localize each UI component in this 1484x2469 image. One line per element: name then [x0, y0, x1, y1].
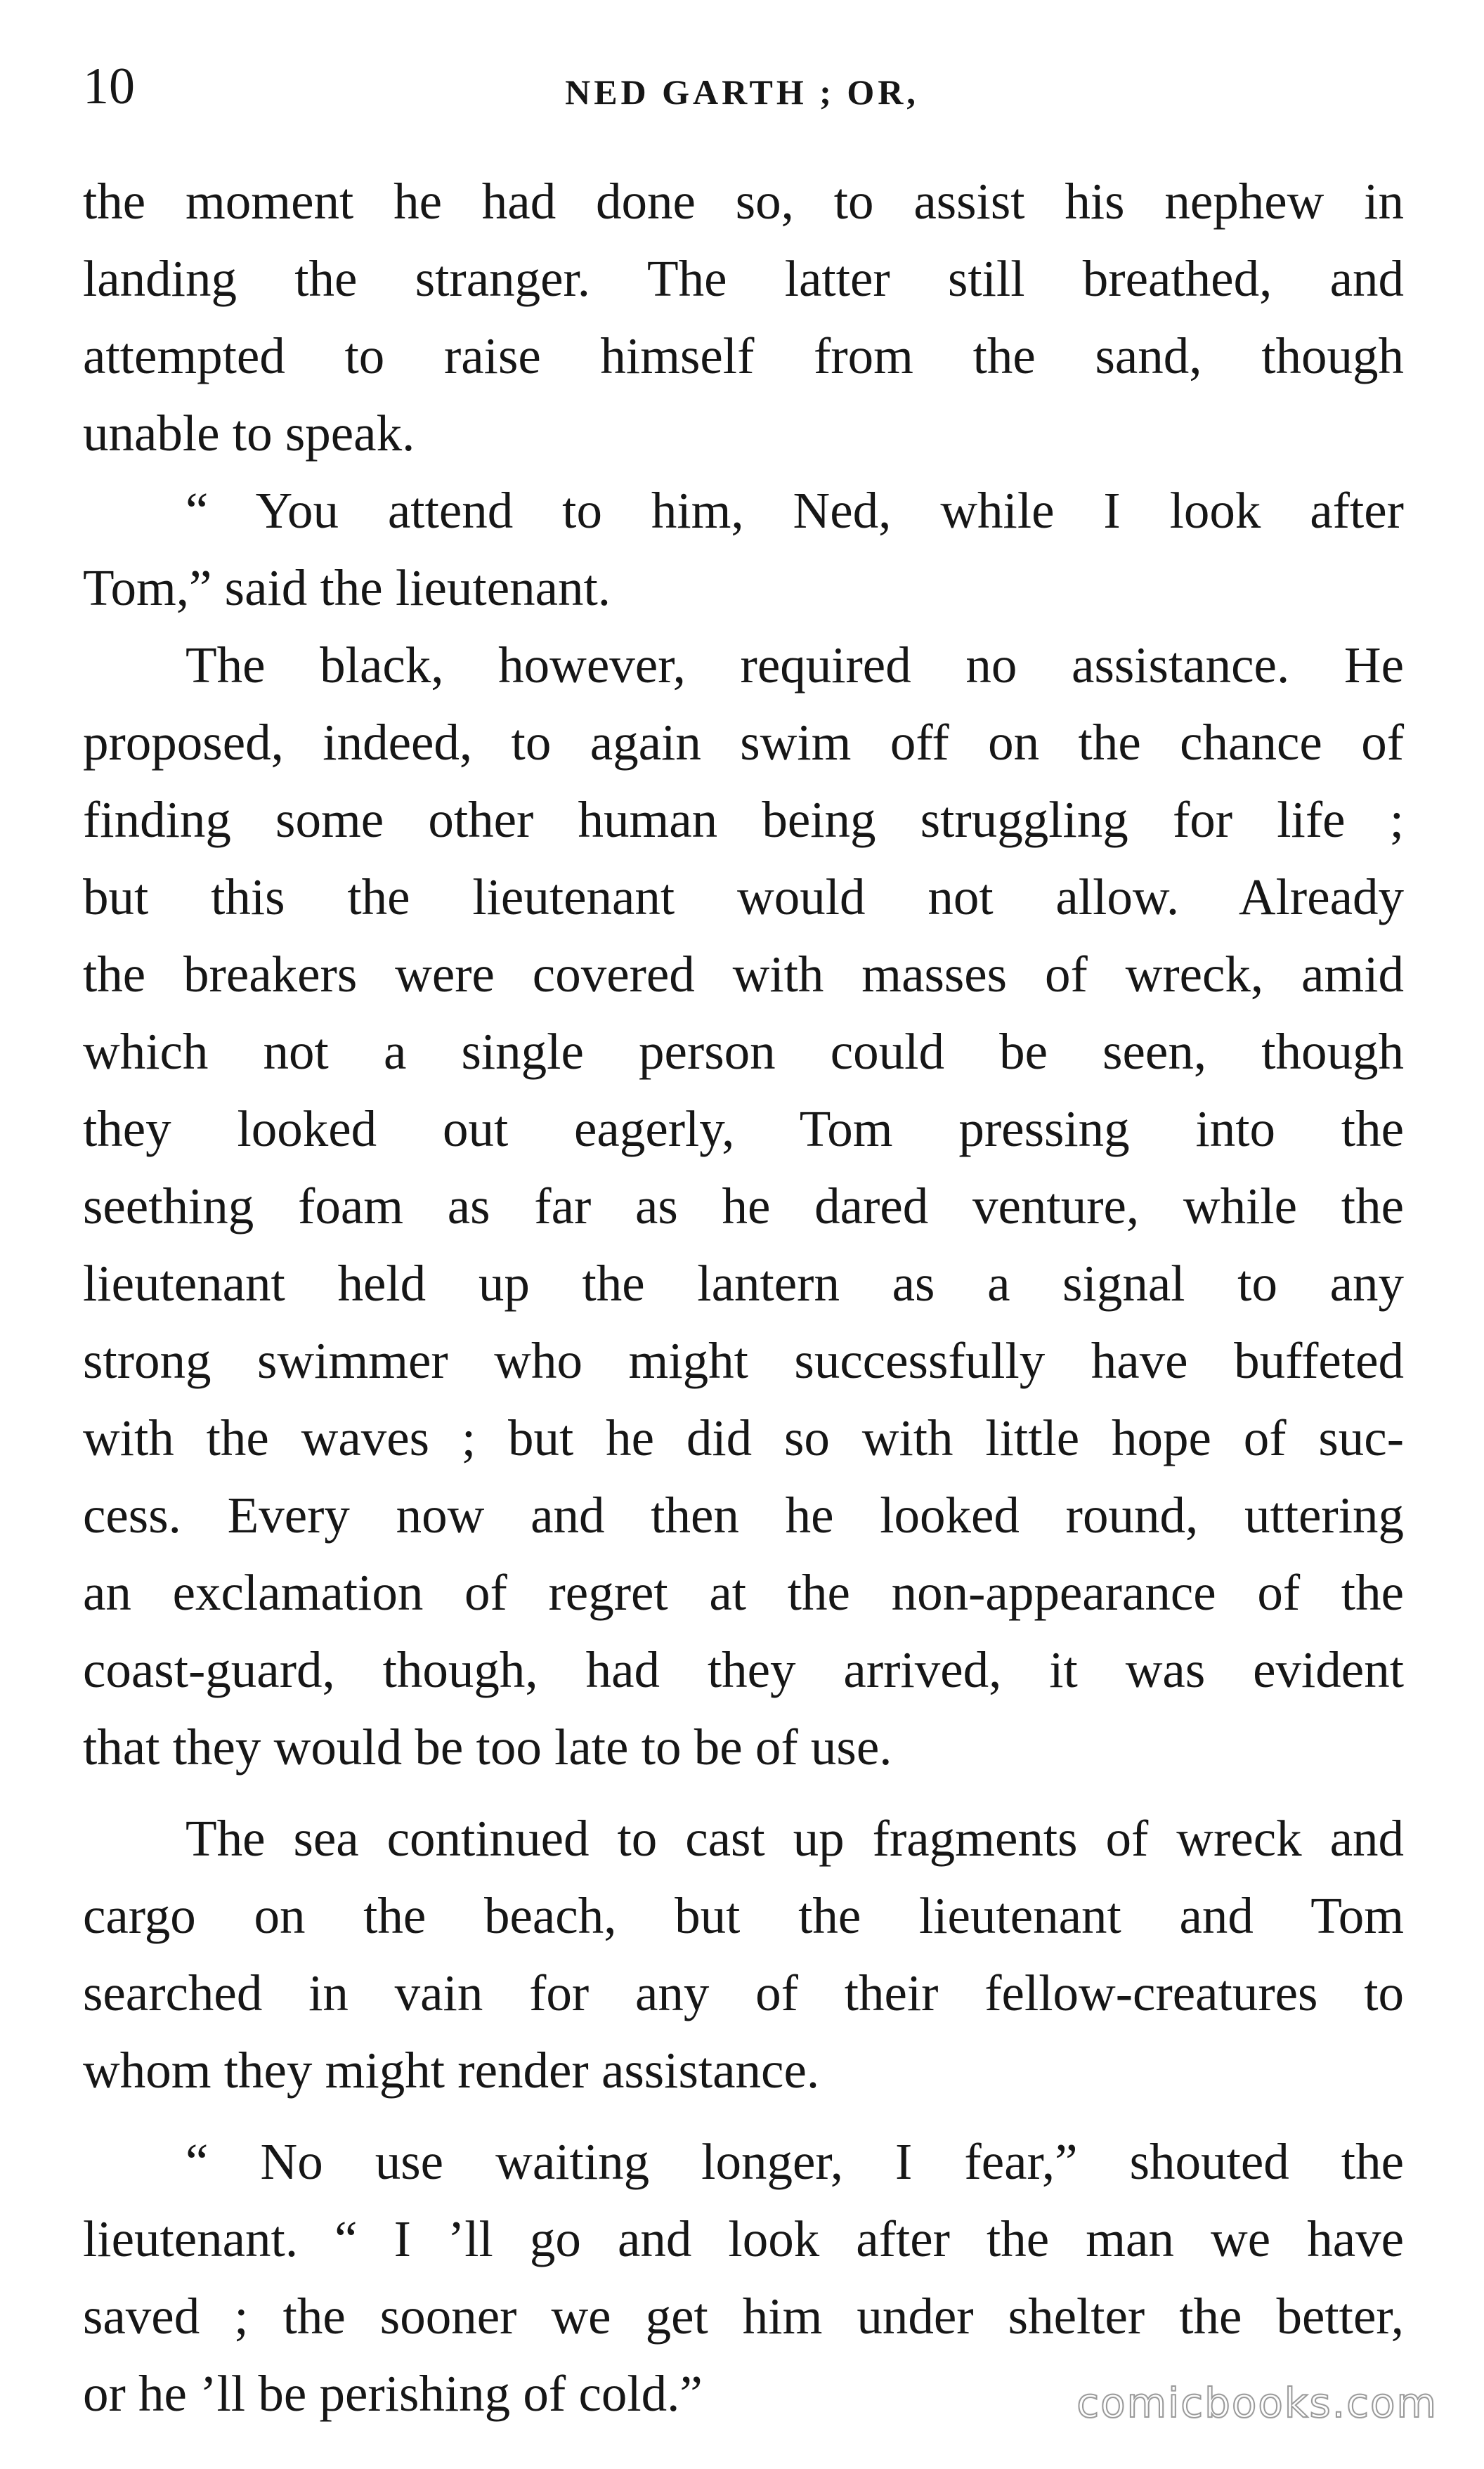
- text-line: they looked out eagerly, Tom pressing into the: [83, 1100, 1404, 1157]
- page-header: [83, 55, 1401, 118]
- text-line: lieutenant. “ I ’ll go and look after the man we have: [83, 2210, 1404, 2267]
- text-line: The black, however, required no assistance. He: [186, 637, 1404, 693]
- text-line: an exclamation of regret at the non-appearance of the: [83, 1564, 1404, 1621]
- text-line: or he ’ll be perishing of cold.”: [83, 2365, 703, 2422]
- text-line: but this the lieutenant would not allow. Already: [83, 868, 1404, 925]
- body-text: [83, 163, 1404, 2432]
- page-number: 10: [83, 58, 135, 115]
- text-line: “ No use waiting longer, I fear,” shouted the: [186, 2133, 1404, 2190]
- text-line: “ You attend to him, Ned, while I look after: [186, 482, 1404, 539]
- text-line: strong swimmer who might successfully have buffeted: [83, 1332, 1404, 1389]
- text-line: The sea continued to cast up fragments of wreck and: [186, 1810, 1404, 1867]
- text-line: lieutenant held up the lantern as a signal to any: [83, 1255, 1404, 1312]
- text-line: coast-guard, though, had they arrived, it was evident: [83, 1641, 1404, 1698]
- text-line: cargo on the beach, but the lieutenant and Tom: [83, 1887, 1404, 1944]
- running-title: NED GARTH ; OR,: [565, 72, 919, 112]
- text-line: saved ; the sooner we get him under shelter the better,: [83, 2288, 1404, 2345]
- text-line: whom they might render assistance.: [83, 2042, 820, 2099]
- text-line: with the waves ; but he did so with little hope of suc-: [83, 1409, 1404, 1466]
- text-line: Tom,” said the lieutenant.: [83, 559, 611, 616]
- text-line: landing the stranger. The latter still breathed, and: [83, 250, 1404, 307]
- text-line: cess. Every now and then he looked round, uttering: [83, 1487, 1404, 1544]
- text-line: that they would be too late to be of use.: [83, 1719, 892, 1776]
- text-line: unable to speak.: [83, 405, 415, 462]
- watermark-logo: comicbooks.com: [1076, 2379, 1438, 2427]
- text-line: the breakers were covered with masses of wreck, amid: [83, 946, 1404, 1003]
- text-line: searched in vain for any of their fellow-creatures to: [83, 1965, 1404, 2021]
- text-line: the moment he had done so, to assist his nephew in: [83, 173, 1404, 230]
- text-line: finding some other human being struggling for life ;: [83, 791, 1404, 848]
- text-line: seething foam as far as he dared venture, while the: [83, 1178, 1404, 1234]
- text-line: which not a single person could be seen, though: [83, 1023, 1404, 1080]
- text-line: attempted to raise himself from the sand, though: [83, 327, 1404, 384]
- text-line: proposed, indeed, to again swim off on the chance of: [83, 714, 1404, 771]
